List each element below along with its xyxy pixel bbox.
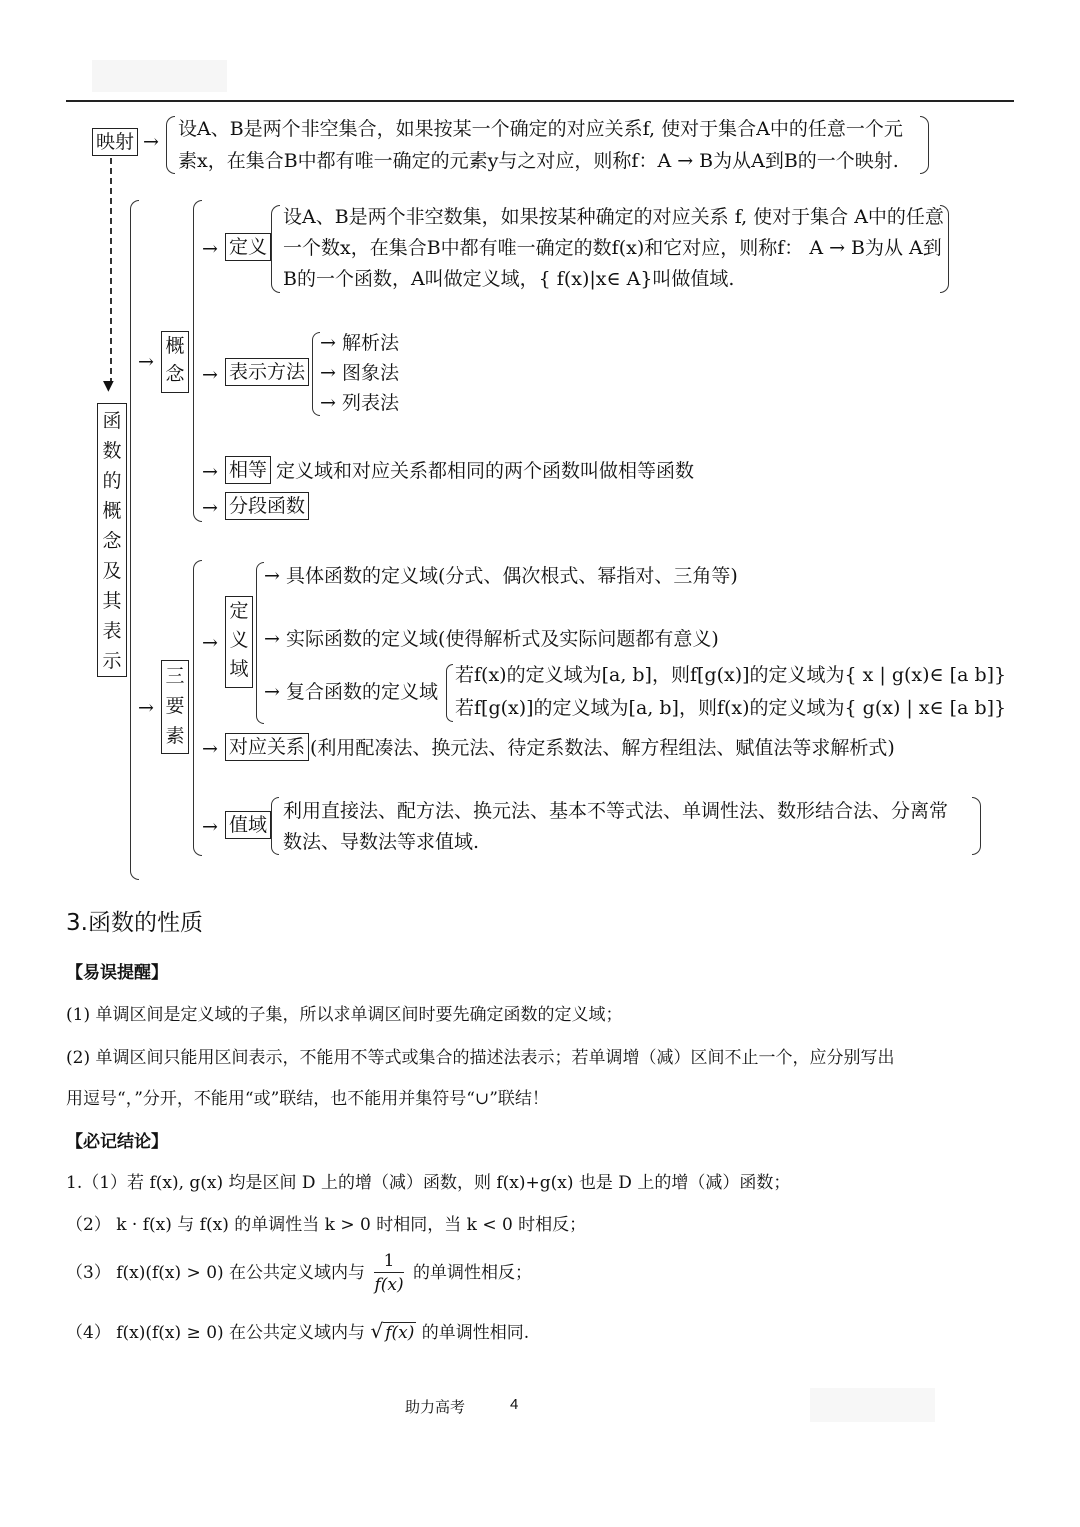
conclusion-2: （2） k · f(x) 与 f(x) 的单调性当 k > 0 时相同，当 k < 0 时相反； — [66, 1215, 587, 1235]
conclusion-title: 【必记结论】 — [66, 1132, 168, 1152]
mapping-arrow: → — [143, 131, 159, 153]
range-brace-left — [271, 797, 279, 855]
warning-1: (1) 单调区间是定义域的子集，所以求单调区间时要先确定函数的定义域； — [66, 1005, 623, 1025]
domain-item3: → 复合函数的定义域 — [264, 681, 438, 703]
correspondence-arrow: → — [202, 738, 218, 760]
range-brace-right — [972, 797, 981, 855]
range-arrow: → — [202, 816, 218, 838]
definition-brace-left — [271, 205, 280, 293]
sqrt-sign: √ — [370, 1319, 384, 1343]
domain-brace — [256, 562, 264, 724]
domain-item1: → 具体函数的定义域(分式、偶次根式、幂指对、三角等) — [264, 565, 738, 587]
conclusion-3 — [66, 1250, 532, 1300]
definition-label: 定义 — [225, 233, 271, 261]
method-graph: → 图象法 — [320, 362, 399, 384]
correspondence-text: (利用配凑法、换元法、待定系数法、解方程组法、赋值法等求解析式) — [310, 737, 895, 759]
conclusion-3-post: 的单调性相反； — [413, 1263, 533, 1283]
conclusion-3-pre: （3） f(x)(f(x) > 0) 在公共定义域内与 — [66, 1263, 366, 1283]
concept-label: 概 念 — [161, 331, 189, 393]
conclusion-1: 1.（1）若 f(x), g(x) 均是区间 D 上的增（减）函数，则 f(x)+g(x) 也是 D 上的增（减）函数； — [66, 1173, 791, 1193]
range-label: 值域 — [225, 811, 271, 839]
range-line2: 数法、导数法等求值域. — [283, 831, 480, 853]
representation-arrow: → — [202, 364, 218, 386]
footer-smudge — [810, 1388, 935, 1422]
func-concept-label: 函 数 的 概 念 及 其 表 示 — [97, 403, 127, 677]
warning-2a: (2) 单调区间只能用区间表示，不能用不等式或集合的描述法表示；若单调增（减）区间不止一个，应分别写出 — [66, 1048, 895, 1068]
mapping-line2: 素x，在集合B中都有唯一确定的元素y与之对应，则称f：A → B为从A到B的一个映射. — [178, 150, 899, 172]
page-number: 4 — [510, 1396, 519, 1413]
piecewise-label: 分段函数 — [225, 492, 309, 520]
three-elements-arrow: → — [138, 697, 154, 719]
fraction-denominator: f(x) — [374, 1275, 404, 1295]
mapping-brace-left — [166, 116, 175, 174]
concept-brace — [193, 200, 202, 522]
warning-title: 【易误提醒】 — [66, 963, 168, 983]
conclusion-4-post: 的单调性相同. — [421, 1323, 530, 1343]
definition-line2: 一个数x，在集合B中都有唯一确定的数f(x)和它对应，则称f： A → B为从 A到 — [283, 237, 942, 259]
range-line1: 利用直接法、配方法、换元法、基本不等式法、单调性法、数形结合法、分离常 — [283, 800, 949, 822]
dashed-arrow-head: ▼ — [103, 378, 114, 394]
equal-label: 相等 — [225, 456, 271, 484]
three-elements-label: 三 要 素 — [161, 660, 189, 754]
warning-2b: 用逗号“，”分开，不能用“或”联结，也不能用并集符号“∪”联结！ — [66, 1089, 549, 1109]
definition-arrow: → — [202, 238, 218, 260]
equal-arrow: → — [202, 461, 218, 483]
concept-arrow: → — [138, 351, 154, 373]
conclusion-4-pre: （4） f(x)(f(x) ≥ 0) 在公共定义域内与 — [66, 1323, 366, 1343]
composite-rule1: 若f(x)的定义域为[a, b]，则f[g(x)]的定义域为{ x | g(x)∈ [a b]} — [455, 664, 1007, 686]
mapping-line1: 设A、B是两个非空集合，如果按某一个确定的对应关系f, 使对于集合A中的任意一个元 — [178, 118, 903, 140]
three-elements-brace — [193, 560, 202, 856]
composite-brace — [446, 664, 453, 722]
definition-line3: B的一个函数，A叫做定义域，{ f(x)|x∈ A}叫做值域. — [283, 268, 735, 290]
correspondence-label: 对应关系 — [225, 733, 309, 761]
composite-rule2: 若f[g(x)]的定义域为[a, b]，则f(x)的定义域为{ g(x) | x∈ [a b]} — [455, 697, 1007, 719]
conclusion-4 — [66, 1320, 529, 1344]
mapping-brace-right — [920, 116, 929, 174]
definition-line1: 设A、B是两个非空数集，如果按某种确定的对应关系 f, 使对于集合 A中的任意 — [283, 206, 944, 228]
domain-arrow: → — [202, 632, 218, 654]
mapping-label: 映射 — [92, 128, 138, 156]
dashed-connector — [110, 158, 112, 384]
fraction-numerator: 1 — [374, 1250, 403, 1273]
piecewise-arrow: → — [202, 497, 218, 519]
sqrt-radicand: f(x) — [385, 1323, 415, 1343]
section-title: 3.函数的性质 — [66, 910, 203, 936]
fraction — [374, 1250, 403, 1297]
representation-brace — [312, 332, 320, 416]
definition-brace-right — [940, 205, 949, 293]
method-table: → 列表法 — [320, 392, 399, 414]
method-analytic: → 解析法 — [320, 332, 399, 354]
footer-text: 助力高考 — [405, 1398, 466, 1416]
equal-text: 定义域和对应关系都相同的两个函数叫做相等函数 — [276, 460, 695, 482]
domain-label: 定 义 域 — [225, 596, 253, 688]
domain-item2: → 实际函数的定义域(使得解析式及实际问题都有意义) — [264, 628, 719, 650]
func-concept-brace — [130, 200, 139, 880]
header-rule — [66, 100, 1014, 102]
header-smudge — [92, 60, 227, 92]
representation-label: 表示方法 — [225, 358, 309, 386]
